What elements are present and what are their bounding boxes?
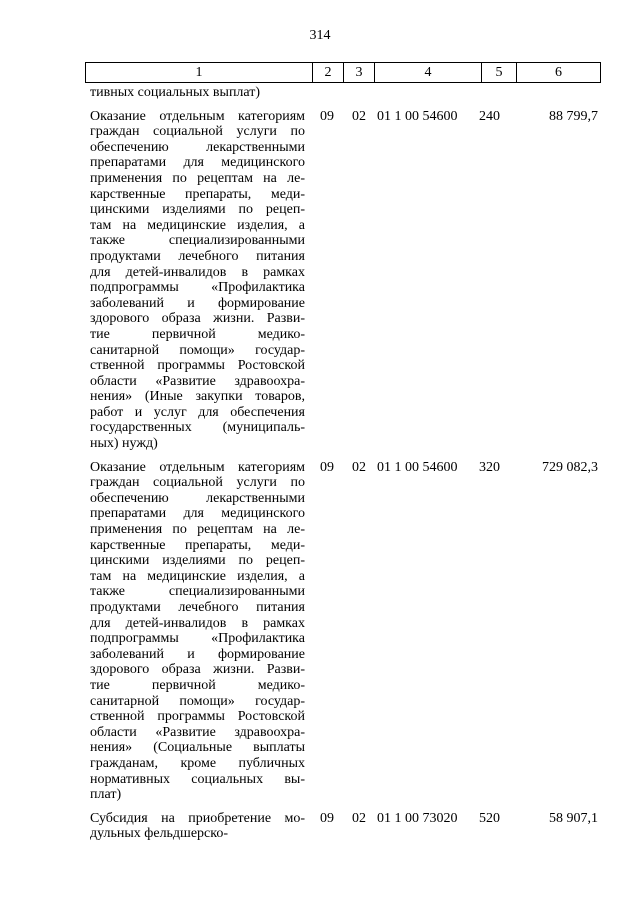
section-code: 09	[320, 108, 334, 124]
description-line: Оказание отдельным категориям	[90, 459, 305, 475]
description-line: санитарной помощи» государ-	[90, 342, 305, 358]
row-description	[90, 460, 305, 803]
description-line: карственные препараты, меди-	[90, 537, 305, 553]
section-code: 09	[320, 459, 334, 475]
description-line: обеспечению лекарственными	[90, 139, 305, 155]
description-line: обеспечению лекарственными	[90, 490, 305, 506]
carryover-row	[90, 85, 600, 101]
description-line: заболеваний и формирование	[90, 295, 305, 311]
description-line: дульных фельдшерско-	[90, 826, 229, 842]
column-header-5: 5	[482, 63, 517, 83]
column-header-table	[85, 62, 601, 83]
description-line: препаратами для медицинского	[90, 155, 305, 171]
description-line: карственные препараты, меди-	[90, 186, 305, 202]
description-line: государственных (муниципаль-	[90, 420, 305, 436]
description-line: Оказание отдельным категориям	[90, 108, 305, 124]
description-line: граждан социальной услуги по	[90, 124, 305, 140]
expense-type-code: 320	[479, 459, 500, 475]
column-header-6: 6	[517, 63, 601, 83]
description-line: подпрограммы «Профилактика	[90, 631, 305, 647]
table-row	[90, 109, 600, 452]
description-line: гражданам, кроме публичных	[90, 755, 305, 771]
page-number: 314	[309, 28, 331, 43]
target-article-code: 01 1 00 54600	[377, 108, 458, 124]
column-header-2: 2	[313, 63, 344, 83]
row-description	[90, 109, 305, 452]
description-line: нормативных социальных вы-	[90, 771, 305, 787]
column-header-1: 1	[86, 63, 313, 83]
description-line: там на медицинские изделия, а	[90, 568, 305, 584]
description-line: граждан социальной услуги по	[90, 475, 305, 491]
row-description	[90, 811, 305, 842]
amount-value: 58 907,1	[549, 810, 598, 826]
target-article-code: 01 1 00 73020	[377, 810, 458, 826]
budget-table-body	[90, 85, 600, 850]
description-line: ственной программы Ростовской	[90, 709, 305, 725]
column-header-4: 4	[375, 63, 482, 83]
table-row	[90, 811, 600, 842]
description-line: там на медицинские изделия, а	[90, 217, 305, 233]
description-line: здорового образа жизни. Разви-	[90, 662, 305, 678]
subsection-code: 02	[352, 108, 366, 124]
description-line: продуктами лечебного питания	[90, 248, 305, 264]
subsection-code: 02	[352, 810, 366, 826]
subsection-code: 02	[352, 459, 366, 475]
column-header-row	[86, 63, 601, 83]
description-line: для детей-инвалидов в рамках	[90, 264, 305, 280]
description-line: подпрограммы «Профилактика	[90, 280, 305, 296]
description-line: здорового образа жизни. Разви-	[90, 311, 305, 327]
description-line: тие первичной медико-	[90, 677, 305, 693]
description-line: санитарной помощи» государ-	[90, 693, 305, 709]
amount-value: 88 799,7	[549, 108, 598, 124]
description-line: области «Развитие здравоохра-	[90, 373, 305, 389]
column-header-3: 3	[344, 63, 375, 83]
description-line: работ и услуг для обеспечения	[90, 404, 305, 420]
expense-type-code: 520	[479, 810, 500, 826]
description-line: применения по рецептам на ле-	[90, 522, 305, 538]
description-line: применения по рецептам на ле-	[90, 170, 305, 186]
description-line: тие первичной медико-	[90, 326, 305, 342]
description-line: плат)	[90, 787, 122, 803]
description-line: препаратами для медицинского	[90, 506, 305, 522]
description-line: цинскими изделиями по рецеп-	[90, 553, 305, 569]
carryover-line: тивных социальных выплат)	[90, 85, 261, 100]
expense-type-code: 240	[479, 108, 500, 124]
target-article-code: 01 1 00 54600	[377, 459, 458, 475]
description-line: ных) нужд)	[90, 436, 158, 452]
description-line: нения» (Социальные выплаты	[90, 740, 305, 756]
carryover-text	[90, 85, 305, 101]
description-line: также специализированными	[90, 584, 305, 600]
description-line: области «Развитие здравоохра-	[90, 724, 305, 740]
description-line: цинскими изделиями по рецеп-	[90, 202, 305, 218]
section-code: 09	[320, 810, 334, 826]
description-line: заболеваний и формирование	[90, 646, 305, 662]
description-line: нения» (Иные закупки товаров,	[90, 389, 305, 405]
description-line: Субсидия на приобретение мо-	[90, 810, 305, 826]
amount-value: 729 082,3	[542, 459, 598, 475]
description-line: для детей-инвалидов в рамках	[90, 615, 305, 631]
table-row	[90, 460, 600, 803]
description-line: также специализированными	[90, 233, 305, 249]
description-line: ственной программы Ростовской	[90, 358, 305, 374]
description-line: продуктами лечебного питания	[90, 600, 305, 615]
